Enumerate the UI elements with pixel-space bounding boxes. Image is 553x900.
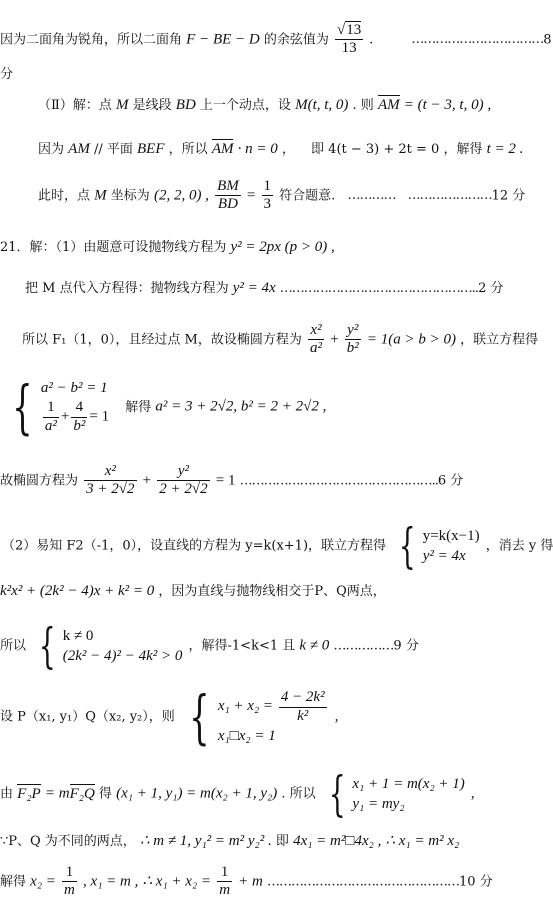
equation-system: { y=k(x−1) y² = 4x (399, 518, 480, 574)
math: ∴ x₁ = m² x₂ (385, 833, 460, 849)
numerator: y² (157, 463, 209, 481)
math: M(t, t, 0) (295, 97, 349, 113)
numerator: 1 (62, 864, 77, 882)
text: . 所以 (281, 786, 316, 802)
text: ∵P、Q 为不同的两点， (0, 834, 136, 849)
fraction (62, 864, 77, 900)
denominator: 2 + 2√2 (159, 481, 208, 498)
line-5 (38, 178, 525, 214)
fraction (84, 463, 136, 499)
math: x₂ = (30, 873, 56, 890)
system-row: a² − b² = 1 (40, 380, 108, 397)
text: ，因为直线与抛物线相交于P、Q两点， (158, 584, 386, 599)
dots: ………………………………………….. (239, 473, 438, 489)
denominator: m (64, 882, 75, 899)
numerator: x² (308, 322, 324, 340)
numerator: 1 (217, 864, 232, 882)
equation-system: { a² − b² = 1 $\frac{1}{\text{a²}}$ + $\frac{4}{\text{b²}}$ = 1 (12, 373, 110, 441)
text: 即 (275, 834, 289, 849)
math: + (142, 472, 152, 489)
text: ，所以 (168, 142, 208, 157)
text: ，解得-1<k<1 且 (188, 638, 296, 654)
text: // 平面 (93, 142, 133, 157)
line-16 (0, 832, 459, 850)
math: · n = 0 (237, 141, 278, 157)
math: x₁ + x₂ = (217, 698, 274, 715)
line-15 (0, 766, 475, 822)
line-1: 因为二面角为锐角，所以二面角 F − BE − D 的余弦值为 $\frac{√13}{13}$ . ……………………………8 (0, 22, 552, 57)
numerator: 13 (346, 22, 362, 38)
score: 2 分 (478, 281, 504, 296)
text: （2）易知 F2（-1，0），设直线的方程为 y=k(x+1)，联立方程得 (2, 538, 387, 554)
math: AM (68, 141, 90, 157)
text: 把 M 点代入方程得：抛物线方程为 (25, 281, 229, 296)
math: k ≠ 0 (299, 637, 330, 654)
math: BD (175, 97, 196, 113)
dots: ………… (347, 188, 396, 204)
math: = 1 (89, 408, 110, 425)
text: 解得 (125, 399, 152, 415)
numerator: 4 (71, 399, 87, 417)
denominator: b² (73, 417, 86, 434)
text: 所以 (0, 638, 27, 654)
text: 分 (0, 67, 14, 82)
fraction (157, 463, 209, 499)
math: = (246, 187, 256, 204)
text: （Ⅱ）解：点 (38, 98, 112, 113)
text: 所以 F₁（1，0），且经过点 M，故设椭圆方程为 (22, 332, 302, 348)
text: 因为二面角为锐角，所以二面角 (0, 32, 183, 48)
denominator: a² (44, 417, 57, 434)
numerator: 1 (43, 399, 59, 417)
text: . 则 (352, 98, 374, 113)
math: a² = 3 + 2√2, b² = 2 + 2√2 , (155, 398, 327, 415)
text: 故椭圆方程为 (0, 473, 79, 489)
math: , x₁ = m , (83, 873, 139, 890)
math: AM (377, 97, 400, 113)
equation-system: { x₁ + 1 = m(x₂ + 1) y₁ = my₂ (328, 766, 465, 822)
math: t = 2 . (486, 141, 524, 157)
line-4 (38, 140, 523, 158)
vector-am: AM (211, 141, 234, 157)
math: y² = 4x (232, 280, 276, 296)
text: 解得 (0, 874, 27, 890)
text: 21．解：（1）由题意可设抛物线方程为 (0, 240, 227, 255)
system-row: (2k² − 4)² − 4k² > 0 (62, 648, 183, 664)
math: k²x² + (2k² − 4)x + k² = 0 (0, 583, 155, 599)
dots: ………………………………………….. (279, 281, 479, 296)
line-9 (2, 373, 327, 441)
math: (2, 2, 0) , (153, 187, 209, 204)
math: (x₁ + 1, y₁) = m(x₂ + 1, y₂) (116, 785, 278, 802)
denominator: a² (310, 340, 322, 357)
math: y² = 2px (p > 0) , (230, 239, 335, 255)
text: ，消去 y 得 (485, 538, 553, 554)
system-row: x₁ + 1 = m(x₂ + 1) (352, 776, 465, 792)
system-row: x₁□x₂ = 1 (217, 727, 276, 744)
line-8 (22, 322, 538, 358)
math: M (115, 97, 129, 113)
vector-f2q: F₂Q (69, 785, 95, 802)
line-6 (0, 238, 335, 256)
math: = 1 (215, 472, 236, 489)
denominator: 3 (263, 196, 272, 213)
line-10 (0, 463, 463, 499)
line-12 (0, 582, 386, 600)
math: BEF (137, 141, 165, 157)
line-11 (2, 518, 553, 574)
text: 因为 (38, 142, 65, 157)
math: M (94, 187, 107, 204)
line-13 (0, 618, 419, 674)
math: ∴ x₁ + x₂ = (142, 873, 212, 890)
line-17 (0, 864, 493, 900)
denominator: m (219, 882, 231, 899)
fraction: $\frac{√13}{13}$ (337, 22, 362, 57)
vector-f2p: F₂P (17, 785, 41, 802)
math: , (334, 708, 339, 725)
math-expr: F − BE − D (186, 31, 260, 48)
text: 是线段 (132, 98, 172, 113)
vector-am (378, 95, 400, 113)
fraction (262, 178, 274, 214)
numerator: 4 − 2k² (279, 689, 327, 707)
score: 9 分 (393, 638, 419, 654)
numerator: y² (345, 322, 361, 340)
text: 设 P（x₁, y₁）Q（x₂, y₂），则 (0, 709, 175, 725)
score: 8 (543, 32, 552, 48)
math: + m (238, 873, 263, 890)
score: 6 分 (437, 473, 464, 489)
system-row: k ≠ 0 (62, 628, 94, 644)
system-row: y₁ = my₂ (352, 796, 405, 812)
system-row (218, 689, 329, 725)
math: + (330, 331, 339, 348)
equation-system: { x₁ + x₂ = $\frac{\text{4 − 2k²}}{\text{k²}}$ x₁□x₂ = 1 (181, 688, 329, 746)
dots: ………………………………………… (267, 874, 460, 890)
math: 4x₁ = m²□4x₂ , (293, 833, 382, 849)
system-row: $\frac{1}{\text{a²}}$ + $\frac{4}{\text{b²}}$ = 1 (44, 399, 110, 434)
text: 由 (0, 786, 14, 802)
score: 10 分 (459, 874, 493, 890)
text: ，联立方程得 (460, 332, 539, 348)
text: 得 (98, 786, 112, 802)
denominator: 13 (341, 40, 357, 57)
text: 坐标为 (110, 188, 150, 204)
numerator: BM (215, 178, 241, 196)
line-2 (0, 67, 13, 83)
denominator: b² (346, 340, 359, 357)
text: 的余弦值为 (263, 32, 329, 48)
text: 符合题意. (279, 188, 336, 204)
text: 此时，点 (38, 188, 91, 204)
numerator: x² (84, 463, 136, 481)
text: ， (281, 142, 295, 157)
math: ∴ m ≠ 1, y₁² = m² y₂² . (139, 833, 272, 849)
math: , (470, 785, 475, 802)
fraction (217, 864, 232, 900)
denominator: 3 + 2√2 (86, 481, 135, 498)
score: 12 分 (491, 188, 526, 204)
text: 即 4(t − 3) + 2t = 0 ，解得 (311, 142, 483, 157)
fraction (215, 178, 241, 214)
line-7 (25, 279, 503, 297)
numerator: 1 (262, 178, 274, 196)
denominator: BD (217, 196, 238, 213)
system-row: y² = 4x (422, 548, 466, 564)
dots: ………………… (407, 188, 492, 204)
fraction (308, 322, 324, 358)
equation-system: { k ≠ 0 (2k² − 4)² − 4k² > 0 (39, 618, 183, 674)
math: = 1(a > b > 0) (366, 331, 456, 348)
math: = (t − 3, t, 0) , (403, 97, 492, 113)
line-3 (38, 96, 491, 114)
line-14 (0, 683, 339, 751)
math: = m (44, 785, 70, 802)
system-row: y=k(x−1) (422, 528, 480, 544)
fraction (345, 322, 361, 358)
text: 上一个动点，设 (199, 98, 291, 113)
dots: …………… (333, 638, 394, 654)
denominator: k² (297, 707, 309, 724)
